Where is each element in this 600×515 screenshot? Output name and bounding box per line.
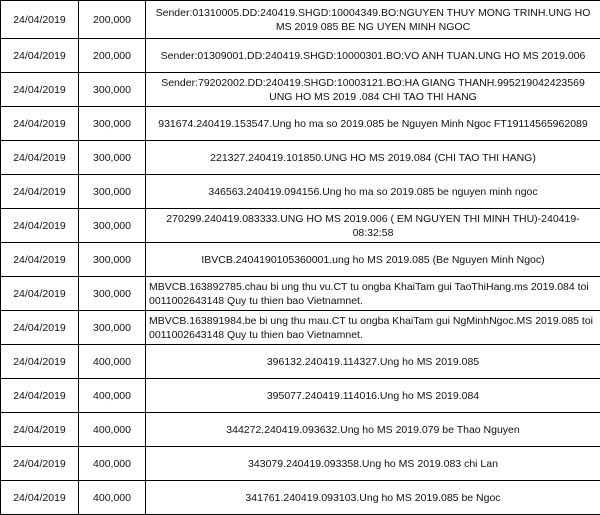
description-cell: MBVCB.163891984.be bi ung thu mau.CT tu ongba KhaiTam gui NgMinhNgoc.MS 2019.085 toi 0011002643148 Quy tu thien bao Vietnamnet. — [146, 311, 600, 345]
amount-cell: 400,000 — [79, 413, 146, 447]
date-cell: 24/04/2019 — [1, 413, 79, 447]
table-row — [1, 39, 600, 73]
table-body — [1, 1, 600, 515]
table-row — [1, 209, 600, 243]
date-cell: 24/04/2019 — [1, 1, 79, 39]
amount-cell: 300,000 — [79, 209, 146, 243]
table-row — [1, 277, 600, 311]
table-row — [1, 345, 600, 379]
table-row — [1, 413, 600, 447]
date-cell: 24/04/2019 — [1, 107, 79, 141]
description-cell: 931674.240419.153547.Ung ho ma so 2019.085 be Nguyen Minh Ngoc FT19114565962089 — [146, 107, 600, 141]
table-row — [1, 481, 600, 515]
amount-cell: 300,000 — [79, 73, 146, 107]
table-row — [1, 447, 600, 481]
table-row — [1, 141, 600, 175]
date-cell: 24/04/2019 — [1, 39, 79, 73]
date-cell: 24/04/2019 — [1, 141, 79, 175]
table-row — [1, 379, 600, 413]
description-cell: 344272.240419.093632.Ung ho MS 2019.079 be Thao Nguyen — [146, 413, 600, 447]
description-cell: Sender:79202002.DD:240419.SHGD:10003121.BO:HA GIANG THANH.995219042423569 UNG HO MS 2019 .084 CHI TAO THI HANG — [146, 73, 600, 107]
description-cell: MBVCB.163892785.chau bi ung thu vu.CT tu ongba KhaiTam gui TaoThiHang.ms 2019.084 toi 0011002643148 Quy tu thien bao Vietnamnet. — [146, 277, 600, 311]
amount-cell: 300,000 — [79, 141, 146, 175]
date-cell: 24/04/2019 — [1, 277, 79, 311]
amount-cell: 400,000 — [79, 345, 146, 379]
date-cell: 24/04/2019 — [1, 481, 79, 515]
description-cell: IBVCB.2404190105360001.ung ho MS 2019.085 (Be Nguyen Minh Ngoc) — [146, 243, 600, 277]
description-cell: 346563.240419.094156.Ung ho ma so 2019.085 be nguyen minh ngoc — [146, 175, 600, 209]
amount-cell: 400,000 — [79, 481, 146, 515]
amount-cell: 200,000 — [79, 1, 146, 39]
description-cell: 343079.240419.093358.Ung ho MS 2019.083 chi Lan — [146, 447, 600, 481]
table-row — [1, 1, 600, 39]
date-cell: 24/04/2019 — [1, 209, 79, 243]
description-cell: 396132.240419.114327.Ung ho MS 2019.085 — [146, 345, 600, 379]
date-cell: 24/04/2019 — [1, 175, 79, 209]
amount-cell: 300,000 — [79, 277, 146, 311]
amount-cell: 300,000 — [79, 311, 146, 345]
date-cell: 24/04/2019 — [1, 73, 79, 107]
amount-cell: 300,000 — [79, 243, 146, 277]
date-cell: 24/04/2019 — [1, 311, 79, 345]
description-cell: 395077.240419.114016.Ung ho MS 2019.084 — [146, 379, 600, 413]
table-row — [1, 311, 600, 345]
date-cell: 24/04/2019 — [1, 243, 79, 277]
amount-cell: 400,000 — [79, 379, 146, 413]
description-cell: 221327.240419.101850.UNG HO MS 2019.084 (CHI TAO THI HANG) — [146, 141, 600, 175]
table-row — [1, 175, 600, 209]
description-cell: 341761.240419.093103.Ung ho MS 2019.085 be Ngoc — [146, 481, 600, 515]
amount-cell: 400,000 — [79, 447, 146, 481]
amount-cell: 200,000 — [79, 39, 146, 73]
date-cell: 24/04/2019 — [1, 447, 79, 481]
description-cell: 270299.240419.083333.UNG HO MS 2019.006 ( EM NGUYEN THI MINH THU)-240419-08:32:58 — [146, 209, 600, 243]
date-cell: 24/04/2019 — [1, 345, 79, 379]
amount-cell: 300,000 — [79, 107, 146, 141]
table-row — [1, 73, 600, 107]
description-cell: Sender:01309001.DD:240419.SHGD:10000301.BO:VO ANH TUAN.UNG HO MS 2019.006 — [146, 39, 600, 73]
amount-cell: 300,000 — [79, 175, 146, 209]
table-row — [1, 107, 600, 141]
description-cell: Sender:01310005.DD:240419.SHGD:10004349.BO:NGUYEN THUY MONG TRINH.UNG HO MS 2019 085 BE NG UYEN MINH NGOC — [146, 1, 600, 39]
date-cell: 24/04/2019 — [1, 379, 79, 413]
table-row — [1, 243, 600, 277]
